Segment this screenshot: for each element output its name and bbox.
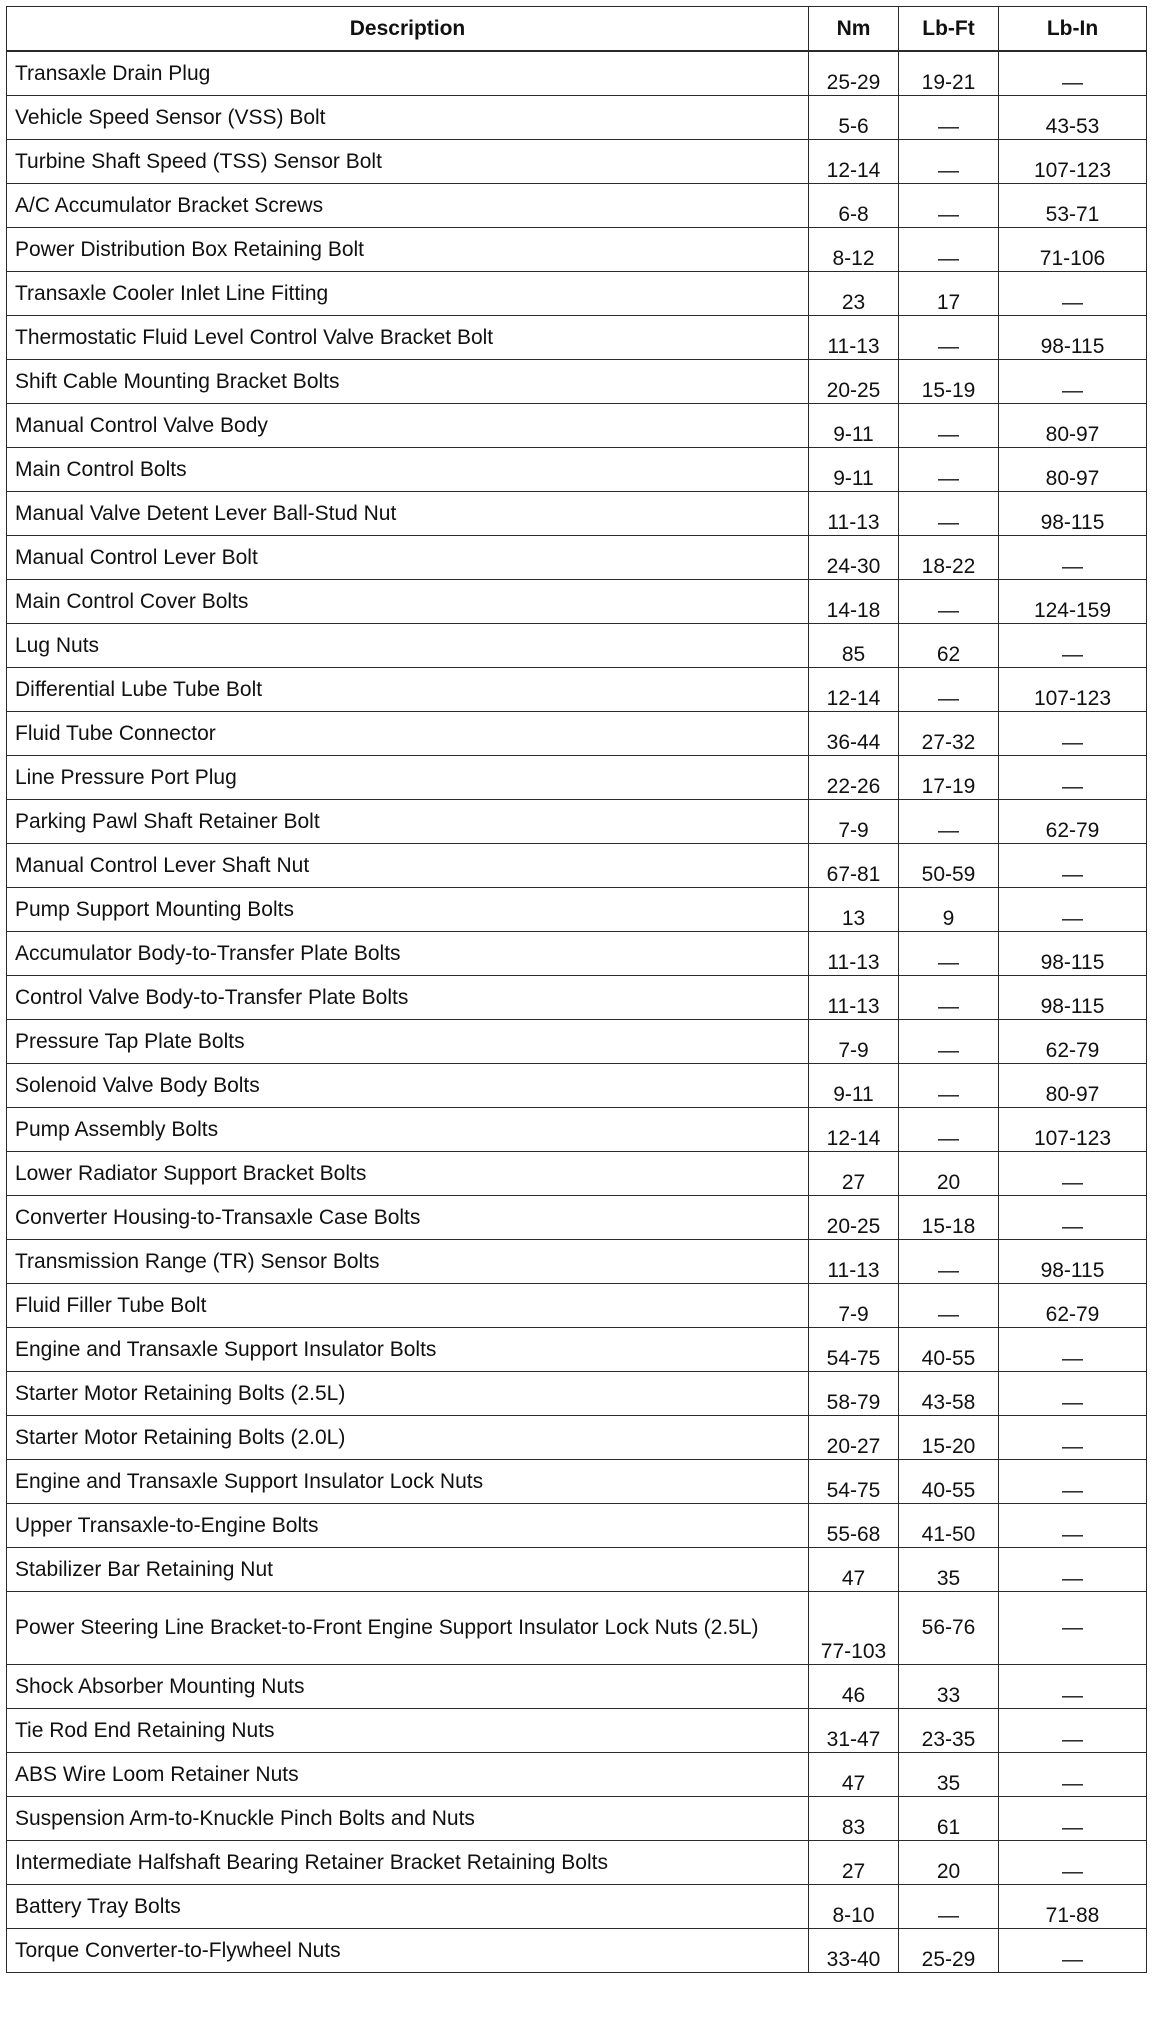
cell-lb-in: 71-88 [999, 1885, 1147, 1929]
cell-lb-in: — [999, 624, 1147, 668]
cell-nm: 11-13 [809, 1240, 899, 1284]
cell-lb-in: — [999, 756, 1147, 800]
cell-lb-ft: — [899, 976, 999, 1020]
cell-nm: 27 [809, 1152, 899, 1196]
cell-description: Differential Lube Tube Bolt [7, 668, 809, 712]
cell-lb-ft: — [899, 580, 999, 624]
table-row [7, 1841, 1147, 1885]
cell-lb-ft: 35 [899, 1548, 999, 1592]
cell-nm: 8-12 [809, 228, 899, 272]
header-nm: Nm [809, 7, 899, 52]
table-row [7, 1929, 1147, 1973]
table-row [7, 932, 1147, 976]
cell-description: Intermediate Halfshaft Bearing Retainer Bracket Retaining Bolts [7, 1841, 809, 1885]
table-row [7, 1797, 1147, 1841]
cell-nm: 36-44 [809, 712, 899, 756]
cell-nm: 11-13 [809, 976, 899, 1020]
cell-nm: 20-27 [809, 1416, 899, 1460]
cell-lb-ft: — [899, 1064, 999, 1108]
table-row [7, 888, 1147, 932]
cell-nm: 22-26 [809, 756, 899, 800]
cell-description: Manual Control Lever Bolt [7, 536, 809, 580]
cell-description: Line Pressure Port Plug [7, 756, 809, 800]
cell-lb-ft: — [899, 800, 999, 844]
cell-lb-in: 71-106 [999, 228, 1147, 272]
cell-description: Tie Rod End Retaining Nuts [7, 1709, 809, 1753]
table-row [7, 1196, 1147, 1240]
cell-lb-ft: 43-58 [899, 1372, 999, 1416]
cell-lb-in: 98-115 [999, 316, 1147, 360]
table-row [7, 1328, 1147, 1372]
cell-nm: 20-25 [809, 360, 899, 404]
table-row [7, 1504, 1147, 1548]
cell-lb-ft: — [899, 1240, 999, 1284]
cell-description: Shift Cable Mounting Bracket Bolts [7, 360, 809, 404]
cell-nm: 11-13 [809, 492, 899, 536]
cell-lb-ft: 35 [899, 1753, 999, 1797]
cell-description: Fluid Filler Tube Bolt [7, 1284, 809, 1328]
cell-nm: 67-81 [809, 844, 899, 888]
table-row [7, 360, 1147, 404]
cell-nm: 7-9 [809, 800, 899, 844]
table-row [7, 536, 1147, 580]
cell-nm: 11-13 [809, 316, 899, 360]
cell-lb-in: 107-123 [999, 668, 1147, 712]
table-row [7, 1753, 1147, 1797]
cell-lb-ft: — [899, 1108, 999, 1152]
table-row [7, 1416, 1147, 1460]
cell-lb-in: — [999, 1328, 1147, 1372]
cell-lb-in: — [999, 844, 1147, 888]
cell-lb-ft: 15-20 [899, 1416, 999, 1460]
cell-description: Stabilizer Bar Retaining Nut [7, 1548, 809, 1592]
cell-description: Transaxle Drain Plug [7, 51, 809, 96]
cell-description: Pump Support Mounting Bolts [7, 888, 809, 932]
cell-lb-ft: 9 [899, 888, 999, 932]
cell-description: Fluid Tube Connector [7, 712, 809, 756]
cell-nm: 55-68 [809, 1504, 899, 1548]
table-row [7, 184, 1147, 228]
cell-nm: 25-29 [809, 51, 899, 96]
cell-lb-ft: 25-29 [899, 1929, 999, 1973]
torque-spec-sheet [6, 6, 1146, 1973]
table-row [7, 228, 1147, 272]
cell-lb-in: — [999, 1504, 1147, 1548]
table-row [7, 1152, 1147, 1196]
table-row [7, 1548, 1147, 1592]
header-description: Description [7, 7, 809, 52]
cell-lb-ft: 20 [899, 1841, 999, 1885]
cell-lb-ft: 61 [899, 1797, 999, 1841]
cell-description: Starter Motor Retaining Bolts (2.0L) [7, 1416, 809, 1460]
torque-spec-table [6, 6, 1147, 1973]
cell-lb-ft: 33 [899, 1665, 999, 1709]
cell-lb-in: 98-115 [999, 976, 1147, 1020]
table-row [7, 1592, 1147, 1665]
cell-nm: 54-75 [809, 1460, 899, 1504]
table-row [7, 492, 1147, 536]
cell-lb-in: 62-79 [999, 1020, 1147, 1064]
cell-description: Converter Housing-to-Transaxle Case Bolts [7, 1196, 809, 1240]
cell-description: Lug Nuts [7, 624, 809, 668]
cell-nm: 12-14 [809, 140, 899, 184]
table-row [7, 1372, 1147, 1416]
table-row [7, 624, 1147, 668]
cell-description: Solenoid Valve Body Bolts [7, 1064, 809, 1108]
table-row [7, 1064, 1147, 1108]
cell-lb-ft: — [899, 96, 999, 140]
cell-description: Suspension Arm-to-Knuckle Pinch Bolts and Nuts [7, 1797, 809, 1841]
cell-description: Starter Motor Retaining Bolts (2.5L) [7, 1372, 809, 1416]
cell-description: Pump Assembly Bolts [7, 1108, 809, 1152]
cell-lb-in: — [999, 272, 1147, 316]
cell-lb-ft: — [899, 932, 999, 976]
cell-lb-in: — [999, 1152, 1147, 1196]
cell-nm: 6-8 [809, 184, 899, 228]
table-row [7, 1020, 1147, 1064]
cell-nm: 20-25 [809, 1196, 899, 1240]
cell-lb-ft: — [899, 184, 999, 228]
cell-lb-in: — [999, 712, 1147, 756]
cell-description: Accumulator Body-to-Transfer Plate Bolts [7, 932, 809, 976]
cell-nm: 7-9 [809, 1284, 899, 1328]
cell-description: Upper Transaxle-to-Engine Bolts [7, 1504, 809, 1548]
table-row [7, 140, 1147, 184]
cell-lb-in: 80-97 [999, 1064, 1147, 1108]
cell-lb-ft: 27-32 [899, 712, 999, 756]
table-row [7, 272, 1147, 316]
header-lb-in: Lb-In [999, 7, 1147, 52]
table-row [7, 712, 1147, 756]
cell-lb-ft: 19-21 [899, 51, 999, 96]
cell-lb-ft: 56-76 [899, 1592, 999, 1665]
cell-nm: 11-13 [809, 932, 899, 976]
cell-lb-ft: 23-35 [899, 1709, 999, 1753]
cell-description: Engine and Transaxle Support Insulator Bolts [7, 1328, 809, 1372]
cell-lb-in: — [999, 1709, 1147, 1753]
cell-lb-ft: — [899, 404, 999, 448]
cell-description: Power Steering Line Bracket-to-Front Engine Support Insulator Lock Nuts (2.5L) [7, 1592, 809, 1665]
cell-lb-in: 124-159 [999, 580, 1147, 624]
table-row [7, 1240, 1147, 1284]
cell-lb-ft: 17 [899, 272, 999, 316]
table-row [7, 96, 1147, 140]
cell-description: Manual Control Valve Body [7, 404, 809, 448]
cell-nm: 85 [809, 624, 899, 668]
cell-lb-ft: — [899, 228, 999, 272]
cell-description: Manual Valve Detent Lever Ball-Stud Nut [7, 492, 809, 536]
cell-lb-ft: 62 [899, 624, 999, 668]
table-row [7, 448, 1147, 492]
cell-lb-in: — [999, 1929, 1147, 1973]
cell-nm: 58-79 [809, 1372, 899, 1416]
table-row [7, 316, 1147, 360]
table-row [7, 1284, 1147, 1328]
cell-lb-in: — [999, 51, 1147, 96]
cell-description: Transaxle Cooler Inlet Line Fitting [7, 272, 809, 316]
cell-description: Pressure Tap Plate Bolts [7, 1020, 809, 1064]
cell-lb-ft: — [899, 668, 999, 712]
cell-lb-in: — [999, 1797, 1147, 1841]
cell-description: Lower Radiator Support Bracket Bolts [7, 1152, 809, 1196]
cell-lb-in: — [999, 1460, 1147, 1504]
cell-nm: 33-40 [809, 1929, 899, 1973]
cell-description: Main Control Bolts [7, 448, 809, 492]
cell-nm: 47 [809, 1753, 899, 1797]
cell-lb-ft: — [899, 316, 999, 360]
cell-lb-in: — [999, 1753, 1147, 1797]
table-header-row [7, 7, 1147, 52]
table-row [7, 1885, 1147, 1929]
cell-lb-in: 62-79 [999, 800, 1147, 844]
cell-lb-ft: 17-19 [899, 756, 999, 800]
cell-lb-ft: 41-50 [899, 1504, 999, 1548]
cell-nm: 9-11 [809, 448, 899, 492]
table-row [7, 1108, 1147, 1152]
table-row [7, 51, 1147, 96]
cell-nm: 12-14 [809, 668, 899, 712]
cell-lb-ft: 15-19 [899, 360, 999, 404]
cell-lb-ft: 40-55 [899, 1460, 999, 1504]
cell-nm: 77-103 [809, 1592, 899, 1665]
table-row [7, 1709, 1147, 1753]
cell-description: Turbine Shaft Speed (TSS) Sensor Bolt [7, 140, 809, 184]
cell-nm: 23 [809, 272, 899, 316]
cell-description: Engine and Transaxle Support Insulator Lock Nuts [7, 1460, 809, 1504]
cell-description: ABS Wire Loom Retainer Nuts [7, 1753, 809, 1797]
cell-lb-ft: — [899, 492, 999, 536]
cell-lb-ft: 20 [899, 1152, 999, 1196]
cell-description: Parking Pawl Shaft Retainer Bolt [7, 800, 809, 844]
cell-lb-ft: — [899, 1885, 999, 1929]
cell-lb-in: — [999, 888, 1147, 932]
cell-description: Battery Tray Bolts [7, 1885, 809, 1929]
cell-lb-in: 98-115 [999, 492, 1147, 536]
cell-lb-in: 80-97 [999, 404, 1147, 448]
cell-description: A/C Accumulator Bracket Screws [7, 184, 809, 228]
cell-description: Thermostatic Fluid Level Control Valve Bracket Bolt [7, 316, 809, 360]
cell-lb-in: 107-123 [999, 1108, 1147, 1152]
cell-description: Main Control Cover Bolts [7, 580, 809, 624]
cell-nm: 46 [809, 1665, 899, 1709]
cell-lb-in: 43-53 [999, 96, 1147, 140]
cell-lb-in: — [999, 1372, 1147, 1416]
table-body [7, 51, 1147, 1973]
cell-nm: 14-18 [809, 580, 899, 624]
cell-nm: 27 [809, 1841, 899, 1885]
cell-lb-in: 62-79 [999, 1284, 1147, 1328]
cell-nm: 7-9 [809, 1020, 899, 1064]
cell-nm: 5-6 [809, 96, 899, 140]
cell-lb-in: 53-71 [999, 184, 1147, 228]
table-row [7, 1665, 1147, 1709]
cell-nm: 8-10 [809, 1885, 899, 1929]
cell-lb-in: — [999, 360, 1147, 404]
cell-lb-in: 98-115 [999, 1240, 1147, 1284]
table-row [7, 580, 1147, 624]
cell-nm: 13 [809, 888, 899, 932]
cell-lb-ft: 18-22 [899, 536, 999, 580]
table-row [7, 668, 1147, 712]
cell-lb-ft: — [899, 448, 999, 492]
cell-description: Control Valve Body-to-Transfer Plate Bolts [7, 976, 809, 1020]
cell-lb-ft: 15-18 [899, 1196, 999, 1240]
cell-lb-in: — [999, 536, 1147, 580]
cell-lb-in: 80-97 [999, 448, 1147, 492]
cell-nm: 47 [809, 1548, 899, 1592]
cell-lb-in: — [999, 1196, 1147, 1240]
cell-lb-ft: 40-55 [899, 1328, 999, 1372]
cell-description: Power Distribution Box Retaining Bolt [7, 228, 809, 272]
cell-lb-in: — [999, 1665, 1147, 1709]
cell-lb-ft: 50-59 [899, 844, 999, 888]
cell-nm: 9-11 [809, 404, 899, 448]
cell-lb-ft: — [899, 140, 999, 184]
cell-lb-in: — [999, 1548, 1147, 1592]
cell-description: Shock Absorber Mounting Nuts [7, 1665, 809, 1709]
cell-nm: 31-47 [809, 1709, 899, 1753]
table-row [7, 844, 1147, 888]
cell-description: Vehicle Speed Sensor (VSS) Bolt [7, 96, 809, 140]
cell-lb-in: — [999, 1841, 1147, 1885]
table-row [7, 800, 1147, 844]
cell-lb-ft: — [899, 1020, 999, 1064]
cell-lb-ft: — [899, 1284, 999, 1328]
header-lb-ft: Lb-Ft [899, 7, 999, 52]
table-row [7, 976, 1147, 1020]
cell-description: Manual Control Lever Shaft Nut [7, 844, 809, 888]
cell-lb-in: — [999, 1416, 1147, 1460]
cell-lb-in: — [999, 1592, 1147, 1665]
cell-description: Torque Converter-to-Flywheel Nuts [7, 1929, 809, 1973]
cell-description: Transmission Range (TR) Sensor Bolts [7, 1240, 809, 1284]
cell-lb-in: 107-123 [999, 140, 1147, 184]
cell-nm: 83 [809, 1797, 899, 1841]
cell-nm: 54-75 [809, 1328, 899, 1372]
table-row [7, 756, 1147, 800]
cell-lb-in: 98-115 [999, 932, 1147, 976]
cell-nm: 24-30 [809, 536, 899, 580]
table-row [7, 404, 1147, 448]
cell-nm: 12-14 [809, 1108, 899, 1152]
cell-nm: 9-11 [809, 1064, 899, 1108]
table-row [7, 1460, 1147, 1504]
